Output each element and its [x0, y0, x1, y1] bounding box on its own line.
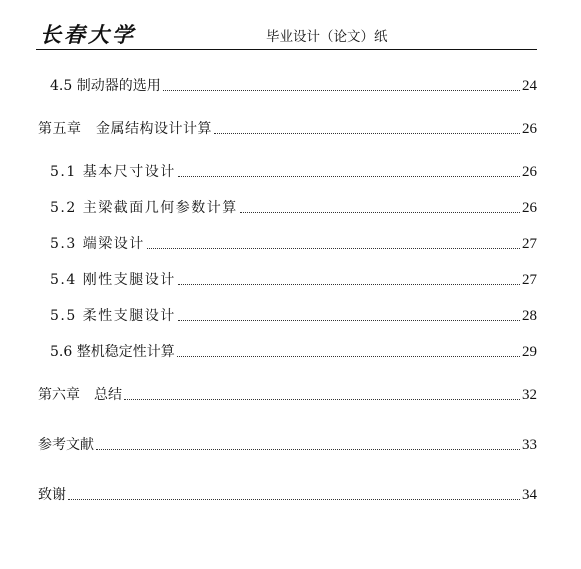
toc-entry-label: 5.5 柔性支腿设计 — [50, 308, 176, 324]
toc-entry-page: 24 — [522, 78, 537, 94]
toc-entry — [50, 195, 537, 217]
toc-entry — [38, 116, 537, 138]
toc-entry-page: 26 — [522, 164, 537, 180]
toc-entry — [38, 432, 537, 454]
toc-entry-page: 26 — [522, 121, 537, 137]
toc-entry-page: 33 — [522, 437, 537, 453]
toc-entry-page: 27 — [522, 272, 537, 288]
header-title: 毕业设计（论文）纸 — [266, 29, 388, 45]
toc-dot-leader — [177, 355, 520, 357]
toc-dot-leader — [147, 247, 520, 249]
toc-entry-label: 5.4 刚性支腿设计 — [50, 272, 176, 288]
toc-entry — [50, 231, 537, 253]
toc-entry-page: 34 — [522, 487, 537, 503]
toc-dot-leader — [163, 89, 520, 91]
toc-entry-page: 28 — [522, 308, 537, 324]
toc-entry-page: 32 — [522, 387, 537, 403]
toc-dot-leader — [178, 319, 520, 321]
toc-entry-label: 5.2 主梁截面几何参数计算 — [50, 200, 238, 216]
toc-entry-page: 29 — [522, 344, 537, 360]
toc-dot-leader — [178, 175, 520, 177]
toc-entry-label: 第六章 总结 — [38, 387, 122, 403]
university-logo-text: 长春大学 — [40, 22, 136, 47]
toc-entry-label: 5.1 基本尺寸设计 — [50, 164, 176, 180]
toc-entry-label: 5.6 整机稳定性计算 — [50, 344, 175, 360]
toc-dot-leader — [178, 283, 520, 285]
toc-dot-leader — [124, 398, 520, 400]
toc-entry — [38, 482, 537, 504]
toc-entry-page: 27 — [522, 236, 537, 252]
toc-entry-label: 第五章 金属结构设计计算 — [38, 121, 212, 137]
toc-entry — [50, 267, 537, 289]
toc-entry — [50, 73, 537, 95]
toc-entry — [50, 339, 537, 361]
toc-dot-leader — [214, 132, 520, 134]
toc-dot-leader — [96, 448, 520, 450]
toc-entry — [38, 382, 537, 404]
toc-entry — [50, 159, 537, 181]
toc-dot-leader — [68, 498, 520, 500]
toc-entry-label: 4.5 制动器的选用 — [50, 78, 161, 94]
toc-entry-page: 26 — [522, 200, 537, 216]
toc-entry-label: 参考文献 — [38, 437, 94, 453]
toc-entry-label: 致谢 — [38, 487, 66, 503]
toc-entry-label: 5.3 端梁设计 — [50, 236, 145, 252]
toc-dot-leader — [240, 211, 520, 213]
toc-entry — [50, 303, 537, 325]
